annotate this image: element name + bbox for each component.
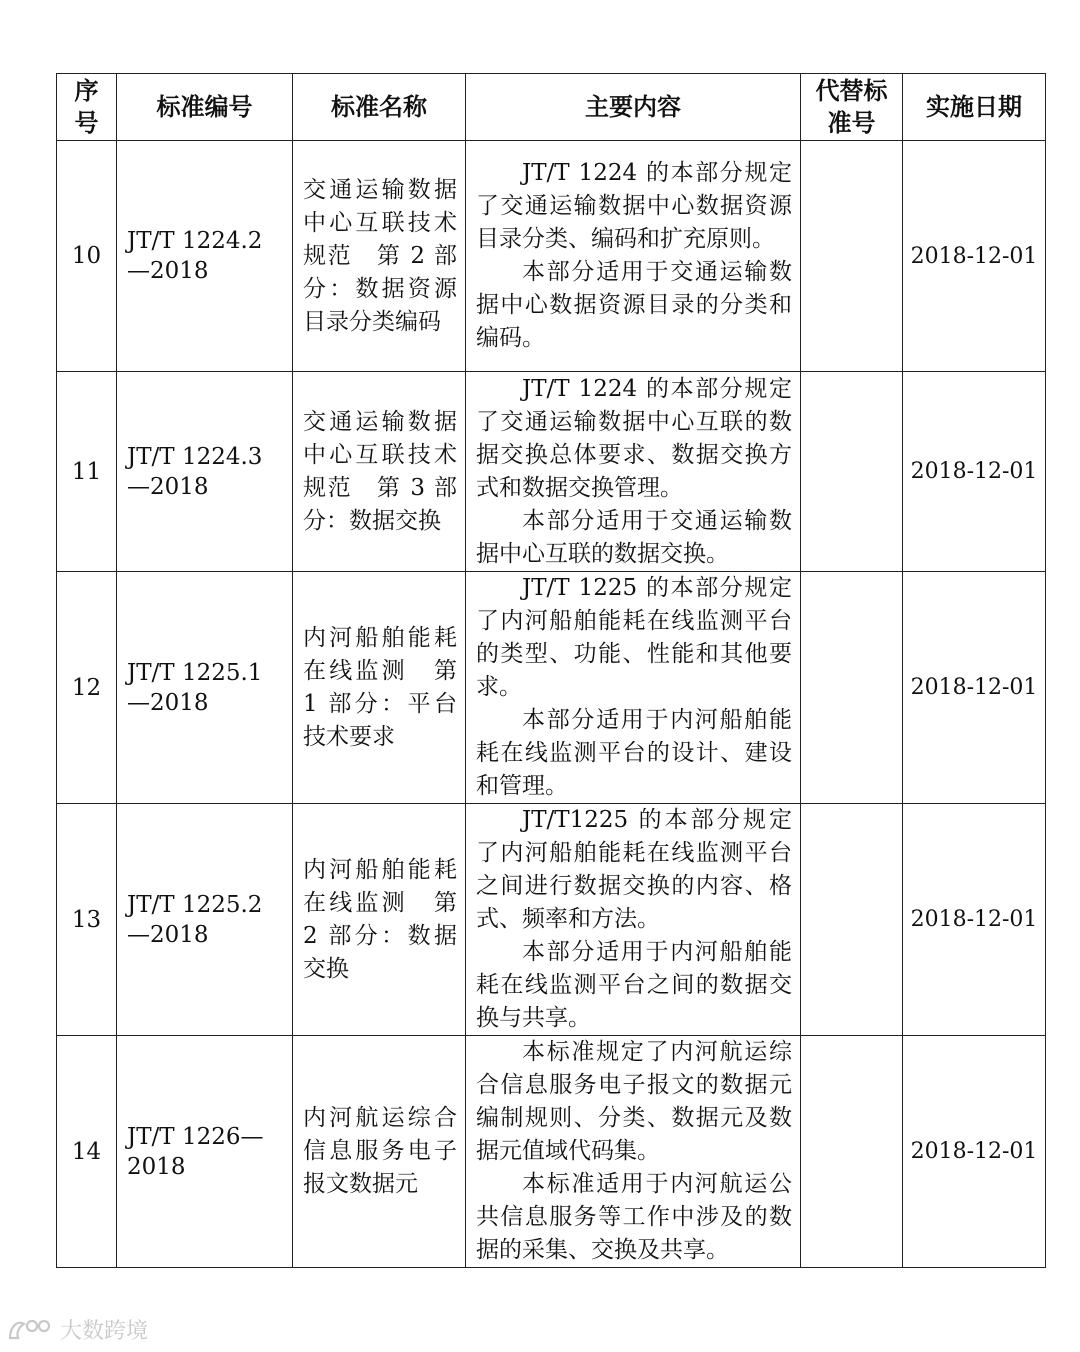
row-no: 14 bbox=[57, 1036, 117, 1268]
row-name: 内河船舶能耗在线监测 第 2 部分：数据交换 bbox=[293, 804, 466, 1036]
row-content-applicability: 本部分适用于交通运输数据中心互联的数据交换。 bbox=[476, 507, 792, 567]
header-date: 实施日期 bbox=[903, 74, 1046, 141]
table-row bbox=[57, 1036, 1046, 1268]
row-content-scope: JT/T1225 的本部分规定了内河船舶能耗在线监测平台之间进行数据交换的内容、格式、频率和方法。 bbox=[476, 807, 792, 932]
row-code-text: JT/T 1224.2—2018 bbox=[127, 228, 263, 284]
row-date: 2018-12-01 bbox=[903, 1036, 1046, 1268]
row-name: 交通运输数据中心互联技术规范 第 3 部分：数据交换 bbox=[293, 372, 466, 572]
table-row bbox=[57, 572, 1046, 804]
header-replace: 代替标准号 bbox=[801, 74, 903, 141]
row-content-applicability: 本部分适用于内河船舶能耗在线监测平台的设计、建设和管理。 bbox=[476, 707, 792, 799]
row-name: 内河航运综合信息服务电子报文数据元 bbox=[293, 1036, 466, 1268]
header-code: 标准编号 bbox=[117, 74, 293, 141]
row-content-scope: JT/T 1224 的本部分规定了交通运输数据中心数据资源目录分类、编码和扩充原则。 bbox=[476, 160, 792, 252]
row-content bbox=[466, 572, 801, 804]
row-name: 交通运输数据中心互联技术规范 第 2 部分：数据资源目录分类编码 bbox=[293, 141, 466, 372]
logo-icon bbox=[6, 1316, 54, 1344]
row-content bbox=[466, 804, 801, 1036]
row-replace bbox=[801, 572, 903, 804]
row-code bbox=[117, 372, 293, 572]
watermark-text: 大数跨境 bbox=[60, 1319, 149, 1344]
header-row bbox=[57, 74, 1046, 141]
row-content bbox=[466, 1036, 801, 1268]
row-content-applicability: 本部分适用于交通运输数据中心数据资源目录的分类和编码。 bbox=[476, 259, 792, 351]
row-code-text: JT/T 1224.3—2018 bbox=[127, 443, 263, 500]
row-no: 11 bbox=[57, 372, 117, 572]
row-content-applicability: 本标准适用于内河航运公共信息服务等工作中涉及的数据的采集、交换及共享。 bbox=[476, 1171, 792, 1263]
header-name: 标准名称 bbox=[293, 74, 466, 141]
row-code bbox=[117, 1036, 293, 1268]
row-date: 2018-12-01 bbox=[903, 372, 1046, 572]
row-content bbox=[466, 372, 801, 572]
table-row bbox=[57, 372, 1046, 572]
row-code-text: JT/T 1226—2018 bbox=[127, 1123, 264, 1180]
row-content-applicability: 本部分适用于内河船舶能耗在线监测平台之间的数据交换与共享。 bbox=[476, 939, 792, 1031]
row-content bbox=[466, 141, 801, 372]
row-no: 13 bbox=[57, 804, 117, 1036]
row-date: 2018-12-01 bbox=[903, 572, 1046, 804]
row-replace bbox=[801, 1036, 903, 1268]
row-code bbox=[117, 572, 293, 804]
row-content-scope: JT/T 1224 的本部分规定了交通运输数据中心互联的数据交换总体要求、数据交换方式和数据交换管理。 bbox=[476, 375, 792, 501]
row-code bbox=[117, 141, 293, 372]
table-row bbox=[57, 141, 1046, 372]
row-date: 2018-12-01 bbox=[903, 804, 1046, 1036]
row-date: 2018-12-01 bbox=[903, 141, 1046, 372]
row-content-scope: JT/T 1225 的本部分规定了内河船舶能耗在线监测平台的类型、功能、性能和其他要求。 bbox=[476, 575, 792, 700]
row-replace bbox=[801, 372, 903, 572]
header-no: 序号 bbox=[57, 74, 117, 141]
standards-table bbox=[56, 73, 1046, 1268]
row-code-text: JT/T 1225.1—2018 bbox=[127, 659, 263, 716]
row-name: 内河船舶能耗在线监测 第 1 部分：平台技术要求 bbox=[293, 572, 466, 804]
header-content: 主要内容 bbox=[466, 74, 801, 141]
row-code-text: JT/T 1225.2—2018 bbox=[127, 891, 263, 948]
row-no: 12 bbox=[57, 572, 117, 804]
row-replace bbox=[801, 141, 903, 372]
row-code bbox=[117, 804, 293, 1036]
row-content-scope: 本标准规定了内河航运综合信息服务电子报文的数据元编制规则、分类、数据元及数据元值域代码集。 bbox=[476, 1039, 792, 1164]
row-no: 10 bbox=[57, 141, 117, 372]
row-replace bbox=[801, 804, 903, 1036]
table-row bbox=[57, 804, 1046, 1036]
watermark bbox=[6, 1314, 148, 1345]
